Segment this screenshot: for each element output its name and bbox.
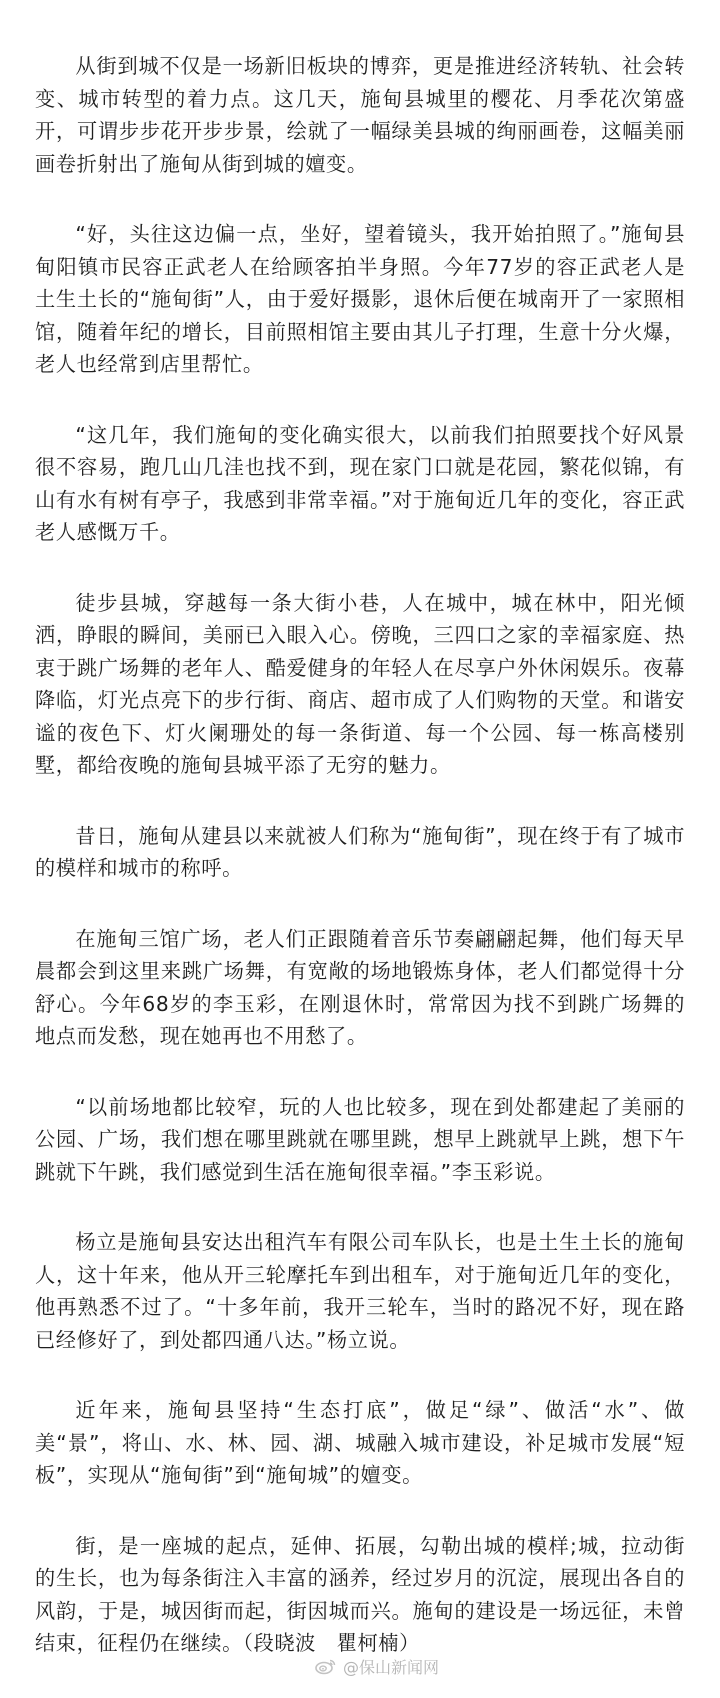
article-paragraph-4: 徒步县城，穿越每一条大街小巷，人在城中，城在林中，阳光倾洒，睁眼的瞬间，美丽已入眼入心。傍晚，三四口之家的幸福家庭、热衷于跳广场舞的老年人、酷爱健身的年轻人在尽享户外休闲娱乐。夜幕降临，灯光点亮下的步行街、商店、超市成了人们购物的天堂。和谐安谧的夜色下、灯火阑珊处的每一条街道、每一个公园、每一栋高楼别墅，都给夜晚的施甸县城平添了无穷的魅力。 [35,590,685,777]
article-paragraph-10: 街，是一座城的起点，延伸、拓展，勾勒出城的模样;城，拉动街的生长，也为每条街注入丰富的涵养，经过岁月的沉淀，展现出各自的风韵，于是，城因街而起，街因城而兴。施甸的建设是一场远征，未曾结束，征程仍在继续。（段晓波 瞿柯楠） [35,1533,685,1655]
article-paragraph-5: 昔日，施甸从建县以来就被人们称为“施甸街”，现在终于有了城市的模样和城市的称呼。 [35,823,685,880]
article-body [35,50,685,1698]
watermark-text: @保山新闻网 [343,1657,440,1677]
weibo-icon [315,1657,337,1675]
article-paragraph-6: 在施甸三馆广场，老人们正跟随着音乐节奏翩翩起舞，他们每天早晨都会到这里来跳广场舞，有宽敞的场地锻炼身体，老人们都觉得十分舒心。今年68岁的李玉彩，在刚退休时，常常因为找不到跳广场舞的地点而发愁，现在她再也不用愁了。 [35,926,685,1048]
watermark [315,1652,439,1680]
article-paragraph-9: 近年来，施甸县坚持“生态打底”，做足“绿”、做活“水”、做美“景”，将山、水、林、园、湖、城融入城市建设，补足城市发展“短板”，实现从“施甸街”到“施甸城”的嬗变。 [35,1398,685,1487]
article-paragraph-1: 从街到城不仅是一场新旧板块的博弈，更是推进经济转轨、社会转变、城市转型的着力点。这几天，施甸县城里的樱花、月季花次第盛开，可谓步步花开步步景，绘就了一幅绿美县城的绚丽画卷，这幅美丽画卷折射出了施甸从街到城的嬗变。 [35,54,685,176]
article-paragraph-2: “好，头往这边偏一点，坐好，望着镜头，我开始拍照了。”施甸县甸阳镇市民容正武老人在给顾客拍半身照。今年77岁的容正武老人是土生土长的“施甸街”人，由于爱好摄影，退休后便在城南开了一家照相馆，随着年纪的增长，目前照相馆主要由其儿子打理，生意十分火爆，老人也经常到店里帮忙。 [35,222,685,376]
article-paragraph-8: 杨立是施甸县安达出租汽车有限公司车队长，也是土生土长的施甸人，这十年来，他从开三轮摩托车到出租车，对于施甸近几年的变化，他再熟悉不过了。“十多年前，我开三轮车，当时的路况不好，现在路已经修好了，到处都四通八达。”杨立说。 [35,1230,685,1352]
article-paragraph-3: “这几年，我们施甸的变化确实很大，以前我们拍照要找个好风景很不容易，跑几山几洼也找不到，现在家门口就是花园，繁花似锦，有山有水有树有亭子，我感到非常幸福。”对于施甸近几年的变化，容正武老人感慨万千。 [35,422,685,544]
article-paragraph-7: “以前场地都比较窄，玩的人也比较多，现在到处都建起了美丽的公园、广场，我们想在哪里跳就在哪里跳，想早上跳就早上跳，想下午跳就下午跳，我们感觉到生活在施甸很幸福。”李玉彩说。 [35,1094,685,1184]
